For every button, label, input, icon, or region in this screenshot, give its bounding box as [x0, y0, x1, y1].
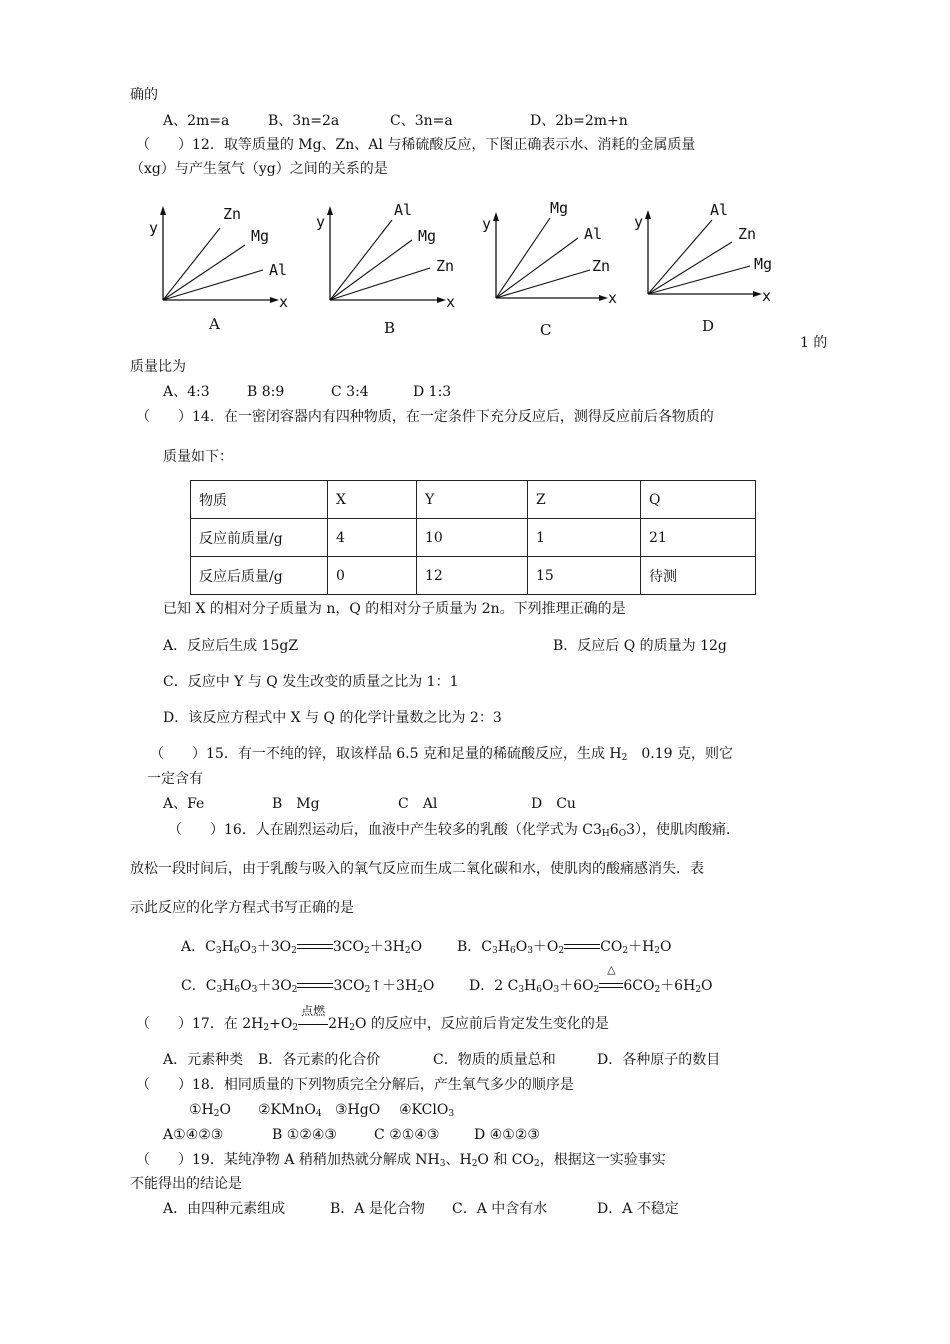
q12-stem-line2: （xg）与产生氢气（yg）之间的关系的是: [130, 161, 388, 177]
q18-item-1: $①H_2O$: [189, 1102, 231, 1119]
q16-text-a: 16．人在剧烈运动后，血液中产生较多的乳酸（化学式为 C: [224, 822, 593, 838]
graph-b-y-label: y: [316, 213, 326, 231]
equals-sign-icon: [564, 943, 600, 951]
q17-text-b: O 的反应中，反应前后肯定发生变化的是: [354, 1016, 609, 1032]
q18-item-2-text: ②KMnO: [258, 1102, 316, 1118]
q16-text-b: ），使肌肉酸痛．: [635, 822, 740, 838]
ignition-condition: [298, 1004, 328, 1033]
graph-d-x-label: x: [762, 287, 772, 305]
q18-stem: [136, 1076, 574, 1094]
graph-b-caption: B: [384, 319, 396, 337]
table-cell: 12: [417, 557, 528, 595]
table-cell: 物质: [191, 481, 328, 519]
q17-option-d: D．各种原子的数目: [597, 1052, 721, 1068]
q17-option-c: C．物质的质量总和: [433, 1052, 556, 1068]
graph-d-series-1: Al: [710, 201, 729, 219]
q15-option-d: D Cu: [531, 796, 576, 812]
q18-option-d: D ④①②③: [474, 1127, 540, 1143]
q14-mass-table: [190, 480, 756, 595]
q18-item-1-text: ①H: [189, 1102, 214, 1118]
q19-option-b: B．A 是化合物: [330, 1201, 425, 1217]
q11-option-a: A、2m=a: [163, 113, 230, 129]
graph-a-series-2: Mg: [251, 227, 270, 245]
graph-d-y-label: y: [634, 213, 644, 231]
table-cell: 反应前质量/g: [191, 519, 328, 557]
q18-option-c: C ②①④③: [374, 1127, 440, 1143]
graph-b-x-label: x: [446, 293, 456, 311]
q18-item-3: ③HgO: [335, 1102, 381, 1118]
graph-b-series-2: Mg: [418, 227, 437, 245]
q12-graph-c: [478, 190, 638, 340]
q16-option-b: B．$C_3H_6O_3+O_2$ $CO_2+H_2O$: [457, 939, 672, 956]
q15-option-c: C Al: [398, 796, 438, 812]
table-cell: X: [328, 481, 417, 519]
q14-stem-line1: [136, 408, 714, 426]
q15-sub: 2: [621, 753, 628, 763]
equals-sign-icon: [297, 982, 333, 990]
ignition-label: 点燃: [301, 1004, 326, 1018]
q13-option-a: A、4:3: [163, 384, 210, 400]
q19-option-c: C．A 中含有水: [452, 1201, 548, 1217]
graph-d-series-3: Mg: [754, 255, 773, 273]
q15-stem-line2: 一定含有: [147, 771, 203, 787]
q14-paren: （ ）: [136, 409, 192, 425]
equals-sign-icon: [599, 982, 623, 990]
table-cell: Q: [641, 481, 756, 519]
q16-stem-line2: 放松一段时间后，由于乳酸与吸入的氧气反应而生成二氧化碳和水，使肌肉的酸痛感消失．表: [130, 861, 704, 877]
q16-stem-line3: 示此反应的化学方程式书写正确的是: [130, 900, 354, 916]
q13-option-b: B 8:9: [247, 384, 285, 400]
heat-triangle-icon: △: [607, 963, 616, 976]
q14-option-c: C．反应中 Y 与 Q 发生改变的质量之比为 1：1: [163, 674, 459, 690]
q18-option-b: B ①②④③: [272, 1127, 337, 1143]
q19-text-c: ，根据这一实验事实: [539, 1152, 666, 1168]
q16-option-a: A．$C_3H_6O_3+3O_2$ $3CO_2+3H_2O$: [181, 939, 423, 956]
q15-option-a: A、Fe: [163, 796, 205, 812]
q16-option-c-prefix: C．: [181, 978, 206, 994]
q16-option-d: D．2 $C_3H_6O_3+6O_2$ △ $6CO_2+6H_2O$: [469, 963, 713, 995]
graph-b-series-3: Zn: [436, 257, 455, 275]
q19-stem-line2: 不能得出的结论是: [130, 1176, 242, 1192]
q18-item-4-text: ④KClO: [399, 1102, 449, 1118]
q16-option-c: C．$C_3H_6O_3+3O_2$ $3CO_2↑+3H_2O$: [181, 978, 435, 995]
q11-option-b: B、3n=2a: [268, 113, 340, 129]
q13-obscured-tail: 1 的: [800, 335, 828, 351]
graph-c-series-1: Mg: [550, 199, 569, 217]
q19-paren: （ ）: [136, 1152, 192, 1168]
graph-a-x-label: x: [279, 293, 289, 311]
table-row: [191, 519, 756, 557]
q11-option-d: D、2b=2m+n: [530, 113, 628, 129]
q12-graph-d: [632, 190, 792, 340]
table-row: [191, 481, 756, 519]
q13-stem-line2: 质量比为: [130, 359, 186, 375]
q15-text-b: 0.19 克，则它: [627, 746, 733, 762]
q14-note: 已知 X 的相对分子质量为 n，Q 的相对分子质量为 2n。下列推理正确的是: [163, 601, 626, 617]
q18-option-a: A①④②③: [163, 1127, 224, 1143]
q19-stem-line1: （ ）19．某纯净物 A 稍稍加热就分解成 $NH_3$、$H_2O$ 和 $CO_2$，根据这一实验事实: [136, 1152, 666, 1169]
graph-b-series-1: Al: [394, 201, 413, 219]
q18-paren: （ ）: [136, 1077, 192, 1093]
q16-option-b-prefix: B．: [457, 939, 482, 955]
q16-paren: （ ）: [168, 822, 224, 838]
q19-option-a: A．由四种元素组成: [163, 1201, 286, 1217]
graph-c-series-3: Zn: [592, 257, 611, 275]
q15-text-a: 15．有一不纯的锌，取该样品 6.5 克和足量的稀硫酸反应，生成 H: [206, 746, 622, 762]
q18-item-4: ④KClO$_3$: [399, 1102, 455, 1119]
q13-option-d: D 1:3: [413, 384, 452, 400]
q12-graph-b: [312, 190, 472, 340]
table-cell: 待测: [641, 557, 756, 595]
q16-formula: $3_H6_O3$: [592, 822, 635, 839]
table-cell: 反应后质量/g: [191, 557, 328, 595]
q15-option-b: B Mg: [272, 796, 320, 812]
graph-c-caption: C: [540, 321, 552, 339]
graph-d-caption: D: [702, 317, 715, 335]
table-cell: 21: [641, 519, 756, 557]
q16-stem-line1: [168, 821, 740, 843]
graph-a-series-1: Zn: [223, 205, 242, 223]
table-row: [191, 557, 756, 595]
table-cell: 1: [528, 519, 641, 557]
graph-c-x-label: x: [608, 289, 618, 307]
q15-stem-line1: [150, 745, 733, 767]
graph-c-y-label: y: [482, 215, 492, 233]
q13-option-c: C 3:4: [331, 384, 369, 400]
table-cell: Y: [417, 481, 528, 519]
graph-c-series-2: Al: [584, 225, 603, 243]
q11-option-c: C、3n=a: [390, 113, 453, 129]
q19-text-a: 19．某纯净物 A 稍稍加热就分解成 NH: [192, 1152, 440, 1168]
table-cell: 4: [328, 519, 417, 557]
q17-option-b: B．各元素的化合价: [258, 1052, 381, 1068]
graph-d-series-2: Zn: [738, 225, 757, 243]
q12-stem-line1: [136, 136, 695, 154]
graph-a-caption: A: [209, 315, 220, 333]
table-cell: Z: [528, 481, 641, 519]
q14-option-a: A．反应后生成 15gZ: [163, 638, 299, 654]
q16-option-d-prefix: D．2: [469, 978, 508, 994]
graph-a-y-label: y: [149, 219, 159, 237]
heat-condition: [599, 963, 623, 995]
equals-sign-icon: [297, 943, 333, 951]
q17-text-a: 17．在 2H: [192, 1016, 264, 1032]
q14-option-b: B．反应后 Q 的质量为 12g: [553, 638, 727, 654]
q14-text-1: 14．在一密闭容器内有四种物质，在一定条件下充分反应后，测得反应前后各物质的: [192, 409, 714, 425]
q12-paren: （ ）: [136, 137, 192, 153]
reaction-line: [298, 1024, 328, 1025]
q17-option-a: A．元素种类: [163, 1052, 244, 1068]
q12-graph-a: [145, 190, 305, 340]
q14-stem-line2: 质量如下：: [163, 449, 233, 465]
q18-text: 18．相同质量的下列物质完全分解后，产生氧气多少的顺序是: [192, 1077, 574, 1093]
graph-a-series-3: Al: [269, 261, 288, 279]
q18-item-2: ②KMnO$_4$: [258, 1102, 322, 1119]
q19-option-d: D．A 不稳定: [597, 1201, 679, 1217]
q19-text-b: O 和 CO: [477, 1152, 534, 1168]
table-cell: 15: [528, 557, 641, 595]
table-cell: 10: [417, 519, 528, 557]
q16-option-a-prefix: A．: [181, 939, 206, 955]
q17-stem: （ ）17．在 $2H_2+O_2$ 点燃 $2H_2O$ 的反应中，反应前后肯定发生变化的是: [136, 1004, 609, 1033]
q11-tail: 确的: [130, 87, 158, 103]
table-cell: 0: [328, 557, 417, 595]
q17-paren: （ ）: [136, 1016, 192, 1032]
q14-option-d: D．该反应方程式中 X 与 Q 的化学计量数之比为 2：3: [163, 710, 502, 726]
q12-text-1: 12．取等质量的 Mg、Zn、Al 与稀硫酸反应，下图正确表示水、消耗的金属质量: [192, 137, 696, 153]
q15-paren: （ ）: [150, 746, 206, 762]
